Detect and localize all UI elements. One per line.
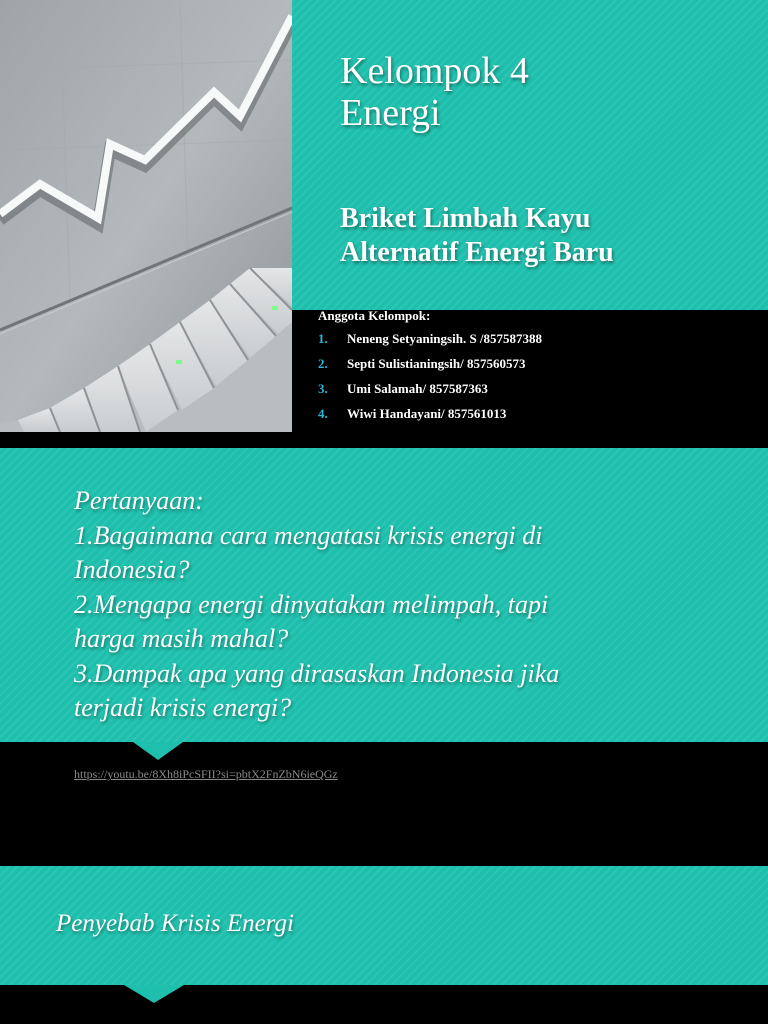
slide-subtitle (340, 202, 614, 270)
question-line: terjadi krisis energi? (74, 693, 292, 722)
slide-3-footer (0, 985, 768, 1024)
video-link[interactable]: https://youtu.be/8Xh8iPcSFII?si=pbtX2FnZbN6ieQGz (74, 767, 338, 781)
subtitle-line-1: Briket Limbah Kayu (340, 203, 591, 234)
members-list (318, 330, 758, 430)
stairs-arrow-photo (0, 0, 292, 432)
member-number: 1. (318, 331, 328, 346)
title-line-2: Energi (340, 92, 441, 134)
slide-3-title: Penyebab Krisis Energi (56, 910, 294, 937)
subtitle-line-2: Alternatif Energi Baru (340, 237, 614, 268)
member-name: Septi Sulistianingsih/ 857560573 (347, 356, 526, 371)
question-line: harga masih mahal? (74, 624, 289, 653)
questions-heading: Pertanyaan: (74, 486, 204, 515)
title-panel (292, 0, 768, 310)
member-item (318, 405, 758, 430)
member-name: Umi Salamah/ 857587363 (347, 381, 488, 396)
slide-notch-arrow (133, 742, 183, 762)
member-number: 3. (318, 381, 328, 396)
member-number: 4. (318, 406, 328, 421)
member-item (318, 330, 758, 355)
title-line-1: Kelompok 4 (340, 50, 529, 92)
member-item (318, 380, 758, 405)
question-line: 3.Dampak apa yang dirasaskan Indonesia jika (74, 658, 560, 688)
slide-1 (0, 0, 768, 432)
question-line: Indonesia? (74, 555, 190, 584)
member-number: 2. (318, 356, 328, 371)
member-item (318, 355, 758, 380)
growth-arrow-stairs-illustration (0, 0, 292, 432)
members-section (318, 308, 758, 430)
slide-title (340, 50, 529, 134)
slide-notch-arrow (124, 985, 184, 1005)
slide-2-footer (0, 742, 768, 865)
question-line: 1.Bagaimana cara mengatasi krisis energi di (74, 520, 543, 550)
question-line: 2.Mengapa energi dinyatakan melimpah, tapi (74, 589, 549, 619)
member-name: Neneng Setyaningsih. S /857587388 (347, 331, 543, 346)
member-name: Wiwi Handayani/ 857561013 (347, 406, 507, 421)
members-heading: Anggota Kelompok: (318, 308, 431, 323)
questions-text (74, 484, 694, 726)
